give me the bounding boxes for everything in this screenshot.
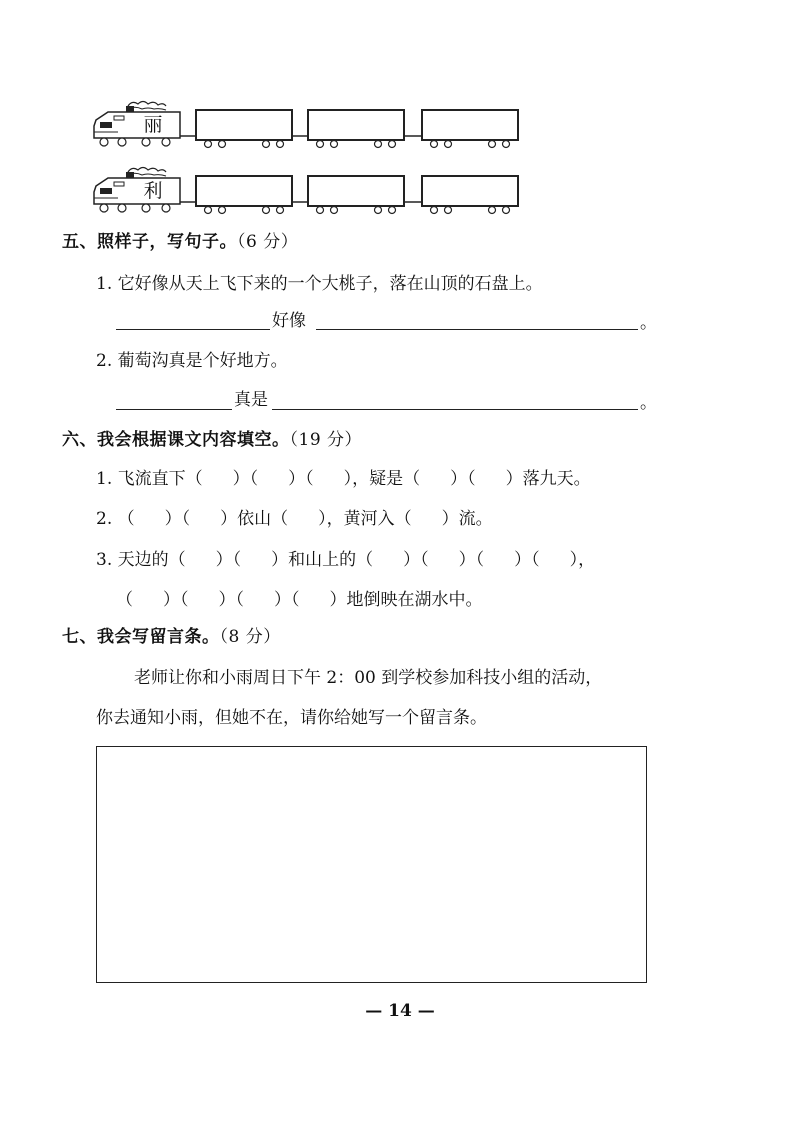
section-7-heading	[62, 625, 281, 649]
row-text: ）（	[163, 590, 189, 610]
row-text: ），黄河入（	[318, 509, 412, 529]
sec5-question-1: 1. 它好像从天上飞下来的一个大桃子，落在山顶的石盘上。	[96, 274, 543, 294]
section-5-heading	[62, 230, 298, 254]
row-text: 1. 飞流直下（	[96, 469, 203, 489]
page-number: — 14 —	[365, 1001, 435, 1021]
sec5-q2-middle-word: 真是	[234, 390, 268, 410]
row-text: ）（	[274, 590, 300, 610]
row-text: ）地倒映在湖水中。	[329, 590, 483, 610]
section-points: （8 分）	[219, 627, 281, 647]
sec5-q2-end-mark: 。	[640, 393, 657, 413]
row-text: ）落九天。	[505, 469, 591, 489]
message-note-box[interactable]	[96, 746, 647, 983]
fill-row-1	[96, 467, 591, 491]
answer-blank[interactable]	[316, 329, 638, 330]
answer-blank[interactable]	[272, 409, 638, 410]
row-text: ）（	[215, 550, 242, 570]
fill-row-2	[96, 507, 493, 531]
train-head-char: 利	[143, 180, 163, 202]
sec7-prompt-line-2: 你去通知小雨，但她不在，请你给她写一个留言条。	[96, 708, 487, 728]
row-text: ）流。	[441, 509, 493, 529]
row-text: ）（	[288, 469, 314, 489]
sec7-prompt-line-1: 老师让你和小雨周日下午 2：00 到学校参加科技小组的活动，	[134, 668, 603, 688]
row-text: ），	[569, 550, 596, 570]
row-text: ）和山上的（	[271, 550, 374, 570]
row-text: ）（	[514, 550, 540, 570]
fill-row-4	[116, 588, 483, 612]
row-text: ）（	[450, 469, 476, 489]
section-title: 五、照样子，写句子。	[62, 232, 237, 252]
row-text: ）（	[458, 550, 485, 570]
section-points: （6 分）	[237, 232, 299, 252]
row-text: ）（	[232, 469, 259, 489]
row-text: ）（	[403, 550, 429, 570]
row-text: ）（	[164, 509, 191, 529]
train-head-char: 丽	[143, 114, 163, 136]
sec5-question-2: 2. 葡萄沟真是个好地方。	[96, 351, 288, 371]
train-2	[90, 164, 530, 216]
row-text: ）依山（	[220, 509, 289, 529]
row-text: 3. 天边的（	[96, 550, 186, 570]
answer-blank[interactable]	[116, 409, 232, 410]
row-text: ），疑是（	[343, 469, 421, 489]
answer-blank[interactable]	[116, 329, 270, 330]
section-6-heading	[62, 428, 362, 452]
section-title: 七、我会写留言条。	[62, 627, 220, 647]
sec5-q1-middle-word: 好像	[272, 311, 306, 331]
section-points: （19 分）	[289, 430, 363, 450]
section-title: 六、我会根据课文内容填空。	[62, 430, 290, 450]
row-text: 2. （	[96, 509, 135, 529]
fill-row-3	[96, 548, 595, 572]
row-text: ）（	[218, 590, 244, 610]
sec5-q1-end-mark: 。	[640, 313, 657, 333]
train-1	[90, 98, 530, 150]
row-text: （	[116, 590, 133, 610]
